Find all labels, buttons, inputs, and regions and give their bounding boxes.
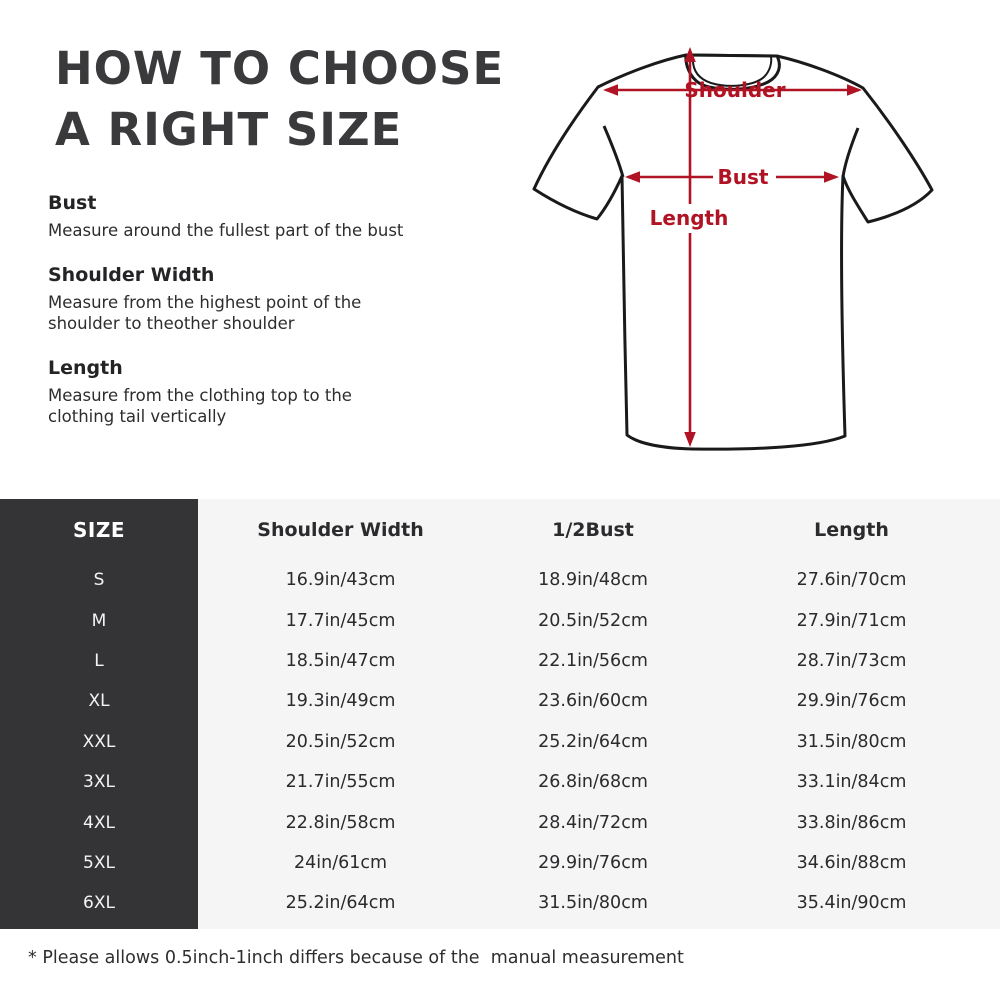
table-row: [0, 641, 1000, 681]
table-row: [0, 560, 1000, 600]
shoulder-value: 19.3in/49cm: [285, 691, 396, 712]
size-label: XL: [88, 691, 110, 712]
shoulder-value: 20.5in/52cm: [285, 731, 396, 752]
shoulder-value: 25.2in/64cm: [285, 893, 396, 914]
length-value: 33.8in/86cm: [796, 812, 907, 833]
bust-value: 26.8in/68cm: [538, 772, 648, 793]
size-label: 3XL: [83, 772, 115, 793]
bust-arrow-label: Bust: [717, 165, 769, 189]
length-value: 27.9in/71cm: [796, 610, 907, 631]
instruction-text-length-2: clothing tail vertically: [48, 407, 227, 426]
bust-value: 23.6in/60cm: [538, 691, 648, 712]
column-header-half-bust: 1/2Bust: [552, 518, 634, 541]
length-value: 35.4in/90cm: [796, 893, 907, 914]
length-value: 28.7in/73cm: [796, 650, 907, 671]
table-row: [0, 883, 1000, 923]
bust-value: 22.1in/56cm: [538, 650, 648, 671]
size-label: L: [94, 650, 104, 671]
page-title-line1: HOW TO CHOOSE: [55, 42, 505, 95]
shoulder-value: 17.7in/45cm: [285, 610, 396, 631]
instruction-heading-shoulder: Shoulder Width: [48, 263, 215, 286]
table-row: [0, 762, 1000, 802]
size-label: M: [91, 610, 107, 631]
page-title: [55, 38, 504, 160]
column-header-length: Length: [814, 518, 889, 541]
column-header-shoulder-width: Shoulder Width: [257, 518, 424, 541]
bust-value: 18.9in/48cm: [538, 570, 648, 591]
size-label: XXL: [82, 731, 116, 752]
measure-instructions: [48, 192, 478, 428]
shoulder-arrow-label: Shoulder: [684, 78, 786, 102]
bust-value: 31.5in/80cm: [538, 893, 648, 914]
bust-value: 28.4in/72cm: [538, 812, 648, 833]
size-label: 6XL: [83, 893, 115, 914]
instruction-text-shoulder-1: Measure from the highest point of the: [48, 292, 362, 312]
table-row: [0, 722, 1000, 762]
shoulder-value: 18.5in/47cm: [285, 650, 396, 671]
size-label: 4XL: [83, 812, 115, 833]
tshirt-measurement-diagram: [505, 20, 975, 465]
bust-value: 29.9in/76cm: [538, 852, 648, 873]
table-row: [0, 843, 1000, 883]
instruction-text-bust: Measure around the fullest part of the bust: [48, 221, 404, 240]
shoulder-value: 16.9in/43cm: [285, 570, 396, 591]
size-label: S: [93, 570, 105, 591]
bust-value: 20.5in/52cm: [538, 610, 648, 631]
instruction-text-length-1: Measure from the clothing top to the: [48, 385, 352, 405]
shoulder-value: 21.7in/55cm: [285, 772, 396, 793]
length-value: 34.6in/88cm: [796, 852, 907, 873]
column-header-size: SIZE: [72, 517, 125, 542]
shoulder-value: 22.8in/58cm: [285, 812, 396, 833]
size-table: [0, 499, 1000, 929]
length-value: 27.6in/70cm: [796, 570, 907, 591]
table-header-row: [0, 499, 1000, 560]
length-value: 29.9in/76cm: [796, 691, 907, 712]
shoulder-value: 24in/61cm: [293, 852, 388, 873]
table-row: [0, 600, 1000, 640]
tshirt-outline: [534, 55, 932, 449]
table-row: [0, 681, 1000, 721]
length-value: 33.1in/84cm: [796, 772, 907, 793]
length-arrow-label: Length: [649, 206, 729, 230]
table-row: [0, 802, 1000, 842]
page-title-line2: A RIGHT SIZE: [55, 103, 403, 156]
instruction-heading-bust: Bust: [48, 192, 97, 214]
bust-value: 25.2in/64cm: [538, 731, 648, 752]
measurement-disclaimer: * Please allows 0.5inch-1inch differs because of the manual measurement: [28, 948, 684, 968]
size-label: 5XL: [83, 852, 115, 873]
instruction-text-shoulder-2: shoulder to theother shoulder: [48, 314, 295, 333]
length-value: 31.5in/80cm: [796, 731, 907, 752]
instruction-heading-length: Length: [48, 356, 123, 379]
